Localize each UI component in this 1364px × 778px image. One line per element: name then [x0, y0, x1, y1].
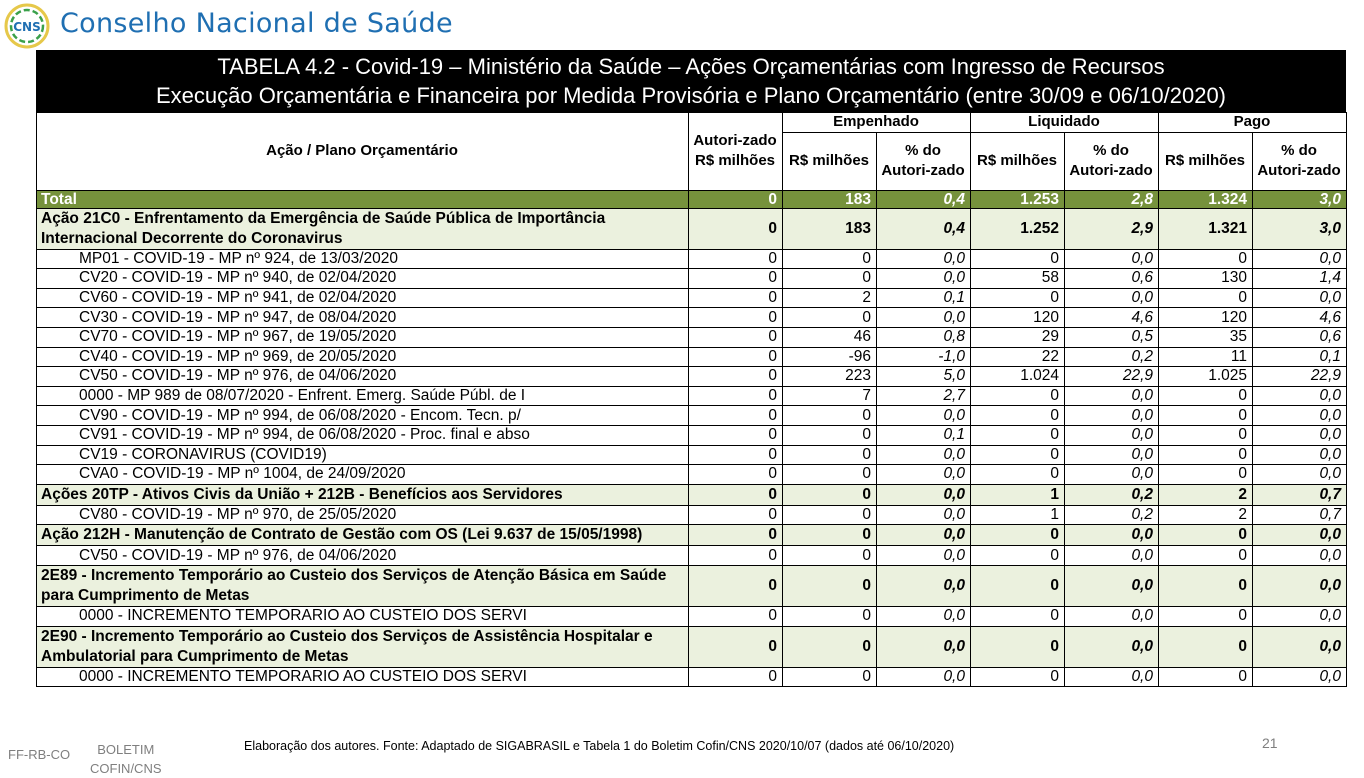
cell-empenhado-pct: 0,0: [877, 406, 971, 426]
cell-autorizado: 0: [689, 606, 783, 626]
cell-pago-pct: 0,0: [1253, 525, 1347, 546]
header-empenhado-pct: % do Autori-zado: [877, 132, 971, 190]
header-empenhado-rs: R$ milhões: [783, 132, 877, 190]
header-action: Ação / Plano Orçamentário: [37, 113, 689, 191]
footer-code: FF-RB-CO: [8, 747, 71, 762]
cell-pago-rs: 11: [1159, 347, 1253, 367]
cell-liquidado-rs: 0: [971, 406, 1065, 426]
cell-empenhado-pct: 0,0: [877, 565, 971, 606]
plan-row: [37, 269, 1347, 289]
row-label: MP01 - COVID-19 - MP nº 924, de 13/03/2020: [37, 249, 689, 269]
cell-liquidado-rs: 0: [971, 465, 1065, 485]
row-label: CV60 - COVID-19 - MP nº 941, de 02/04/2020: [37, 288, 689, 308]
cell-liquidado-pct: 0,0: [1065, 626, 1159, 667]
cell-autorizado: 0: [689, 406, 783, 426]
header-liquidado: Liquidado: [971, 113, 1159, 133]
cell-pago-pct: 0,0: [1253, 249, 1347, 269]
cell-liquidado-pct: 0,0: [1065, 546, 1159, 566]
cell-autorizado: 0: [689, 525, 783, 546]
cell-autorizado: 0: [689, 505, 783, 525]
action-group-row: [37, 208, 1347, 249]
cell-pago-pct: 0,0: [1253, 565, 1347, 606]
action-group-row: [37, 484, 1347, 505]
cell-empenhado-rs: 0: [783, 425, 877, 445]
cell-pago-rs: 0: [1159, 606, 1253, 626]
cell-liquidado-rs: 0: [971, 445, 1065, 465]
cell-autorizado: 0: [689, 367, 783, 387]
cell-autorizado: 0: [689, 484, 783, 505]
row-label: CV70 - COVID-19 - MP nº 967, de 19/05/2020: [37, 327, 689, 347]
cell-empenhado-rs: 0: [783, 465, 877, 485]
cell-pago-pct: 0,0: [1253, 546, 1347, 566]
total-empenhado-rs: 183: [783, 190, 877, 208]
svg-text:CNS: CNS: [13, 20, 41, 34]
row-label: 0000 - INCREMENTO TEMPORARIO AO CUSTEIO DOS SERVI: [37, 667, 689, 687]
action-group-row: [37, 565, 1347, 606]
cell-liquidado-rs: 0: [971, 626, 1065, 667]
cell-empenhado-pct: 0,1: [877, 425, 971, 445]
cell-empenhado-rs: 0: [783, 667, 877, 687]
total-row: [37, 190, 1347, 208]
cell-empenhado-pct: 0,0: [877, 667, 971, 687]
table-body: [37, 190, 1347, 687]
cell-pago-pct: 22,9: [1253, 367, 1347, 387]
cell-liquidado-pct: 2,9: [1065, 208, 1159, 249]
row-label: CV30 - COVID-19 - MP nº 947, de 08/04/2020: [37, 308, 689, 328]
plan-row: [37, 386, 1347, 406]
row-label: CV20 - COVID-19 - MP nº 940, de 02/04/2020: [37, 269, 689, 289]
cell-liquidado-pct: 0,0: [1065, 406, 1159, 426]
cell-pago-rs: 0: [1159, 525, 1253, 546]
cell-empenhado-rs: 0: [783, 565, 877, 606]
cell-pago-rs: 0: [1159, 386, 1253, 406]
header-pago-rs: R$ milhões: [1159, 132, 1253, 190]
cell-liquidado-pct: 0,0: [1065, 525, 1159, 546]
cell-liquidado-rs: 0: [971, 525, 1065, 546]
cell-autorizado: 0: [689, 269, 783, 289]
plan-row: [37, 308, 1347, 328]
cell-empenhado-rs: 2: [783, 288, 877, 308]
cell-autorizado: 0: [689, 565, 783, 606]
cell-empenhado-rs: 46: [783, 327, 877, 347]
cell-pago-pct: 1,4: [1253, 269, 1347, 289]
cell-pago-pct: 0,0: [1253, 425, 1347, 445]
cell-pago-pct: 0,7: [1253, 505, 1347, 525]
cell-pago-rs: 0: [1159, 445, 1253, 465]
cns-logo: [4, 3, 50, 49]
plan-row: [37, 367, 1347, 387]
cell-empenhado-pct: 0,0: [877, 505, 971, 525]
cell-autorizado: 0: [689, 445, 783, 465]
cell-pago-rs: 0: [1159, 626, 1253, 667]
cell-liquidado-rs: 1: [971, 484, 1065, 505]
row-label: Ação 212H - Manutenção de Contrato de Gestão com OS (Lei 9.637 de 15/05/1998): [37, 525, 689, 546]
cell-pago-rs: 2: [1159, 484, 1253, 505]
plan-row: [37, 465, 1347, 485]
cell-empenhado-rs: 0: [783, 249, 877, 269]
total-liquidado-pct: 2,8: [1065, 190, 1159, 208]
plan-row: [37, 606, 1347, 626]
row-label: 0000 - INCREMENTO TEMPORARIO AO CUSTEIO DOS SERVI: [37, 606, 689, 626]
cell-pago-rs: 130: [1159, 269, 1253, 289]
row-label: 2E89 - Incremento Temporário ao Custeio dos Serviços de Atenção Básica em Saúde para Cumprimento de Metas: [37, 565, 689, 606]
title-line-1: TABELA 4.2 - Covid-19 – Ministério da Saúde – Ações Orçamentárias com Ingresso de Recursos: [217, 54, 1165, 79]
cell-empenhado-pct: -1,0: [877, 347, 971, 367]
cell-liquidado-pct: 0,0: [1065, 386, 1159, 406]
cell-liquidado-pct: 0,2: [1065, 505, 1159, 525]
cell-autorizado: 0: [689, 465, 783, 485]
cell-liquidado-rs: 120: [971, 308, 1065, 328]
cell-pago-pct: 0,0: [1253, 406, 1347, 426]
row-label: CVA0 - COVID-19 - MP nº 1004, de 24/09/2020: [37, 465, 689, 485]
row-label: CV40 - COVID-19 - MP nº 969, de 20/05/2020: [37, 347, 689, 367]
plan-row: [37, 667, 1347, 687]
row-label: CV91 - COVID-19 - MP nº 994, de 06/08/2020 - Proc. final e abso: [37, 425, 689, 445]
cell-pago-rs: 2: [1159, 505, 1253, 525]
cell-pago-pct: 0,1: [1253, 347, 1347, 367]
cell-liquidado-rs: 0: [971, 249, 1065, 269]
cell-empenhado-pct: 0,4: [877, 208, 971, 249]
title-line-2: Execução Orçamentária e Financeira por Medida Provisória e Plano Orçamentário (entre 30/09 e 06/10/2020): [155, 83, 1227, 108]
total-empenhado-pct: 0,4: [877, 190, 971, 208]
cell-pago-pct: 0,0: [1253, 667, 1347, 687]
cell-empenhado-rs: 0: [783, 525, 877, 546]
cell-pago-rs: 0: [1159, 425, 1253, 445]
action-group-row: [37, 626, 1347, 667]
cell-pago-pct: 0,0: [1253, 626, 1347, 667]
cell-pago-pct: 0,0: [1253, 445, 1347, 465]
cell-empenhado-rs: 7: [783, 386, 877, 406]
cell-autorizado: 0: [689, 425, 783, 445]
cell-empenhado-pct: 0,0: [877, 626, 971, 667]
cell-pago-pct: 0,7: [1253, 484, 1347, 505]
cell-autorizado: 0: [689, 288, 783, 308]
header-pago: Pago: [1159, 113, 1347, 133]
cell-autorizado: 0: [689, 249, 783, 269]
plan-row: [37, 347, 1347, 367]
org-name: Conselho Nacional de Saúde: [60, 8, 453, 39]
cell-liquidado-rs: 1.024: [971, 367, 1065, 387]
cell-empenhado-rs: 0: [783, 445, 877, 465]
cell-liquidado-pct: 0,0: [1065, 565, 1159, 606]
cell-liquidado-rs: 58: [971, 269, 1065, 289]
footer-bulletin: [90, 740, 162, 778]
cell-pago-pct: 0,0: [1253, 386, 1347, 406]
cell-liquidado-rs: 0: [971, 546, 1065, 566]
cell-pago-pct: 0,6: [1253, 327, 1347, 347]
cell-pago-rs: 0: [1159, 465, 1253, 485]
plan-row: [37, 445, 1347, 465]
header-liquidado-rs: R$ milhões: [971, 132, 1065, 190]
cell-empenhado-pct: 0,0: [877, 546, 971, 566]
cell-liquidado-rs: 0: [971, 288, 1065, 308]
cell-liquidado-pct: 0,2: [1065, 484, 1159, 505]
total-pago-rs: 1.324: [1159, 190, 1253, 208]
cell-empenhado-pct: 0,1: [877, 288, 971, 308]
cell-pago-rs: 120: [1159, 308, 1253, 328]
cell-empenhado-rs: 0: [783, 269, 877, 289]
cell-liquidado-pct: 0,5: [1065, 327, 1159, 347]
cell-empenhado-pct: 0,0: [877, 249, 971, 269]
total-label: Total: [37, 190, 689, 208]
header-empenhado: Empenhado: [783, 113, 971, 133]
row-label: 0000 - MP 989 de 08/07/2020 - Enfrent. Emerg. Saúde Públ. de I: [37, 386, 689, 406]
cell-autorizado: 0: [689, 308, 783, 328]
row-label: Ação 21C0 - Enfrentamento da Emergência de Saúde Pública de Importância Internacional Decorrente do Coronavirus: [37, 208, 689, 249]
footer-source: Elaboração dos autores. Fonte: Adaptado de SIGABRASIL e Tabela 1 do Boletim Cofin/CNS 2020/10/07 (dados até 06/10/2020): [244, 739, 955, 753]
cell-liquidado-rs: 29: [971, 327, 1065, 347]
total-liquidado-rs: 1.253: [971, 190, 1065, 208]
cell-empenhado-pct: 0,0: [877, 269, 971, 289]
budget-table: [36, 112, 1347, 687]
total-autorizado: 0: [689, 190, 783, 208]
cell-empenhado-rs: 0: [783, 406, 877, 426]
cell-liquidado-pct: 0,0: [1065, 606, 1159, 626]
row-label: CV90 - COVID-19 - MP nº 994, de 06/08/2020 - Encom. Tecn. p/: [37, 406, 689, 426]
footer-bulletin-line2: COFIN/CNS: [90, 761, 162, 776]
cell-pago-rs: 0: [1159, 406, 1253, 426]
cell-empenhado-rs: 0: [783, 484, 877, 505]
cell-empenhado-rs: -96: [783, 347, 877, 367]
cell-empenhado-pct: 0,8: [877, 327, 971, 347]
plan-row: [37, 406, 1347, 426]
cell-pago-rs: 0: [1159, 565, 1253, 606]
cell-empenhado-pct: 0,0: [877, 606, 971, 626]
cell-empenhado-pct: 2,7: [877, 386, 971, 406]
cell-pago-pct: 4,6: [1253, 308, 1347, 328]
row-label: 2E90 - Incremento Temporário ao Custeio dos Serviços de Assistência Hospitalar e Ambulatorial para Cumprimento de Metas: [37, 626, 689, 667]
cell-liquidado-rs: 0: [971, 425, 1065, 445]
action-group-row: [37, 525, 1347, 546]
cell-empenhado-rs: 0: [783, 505, 877, 525]
header-autorizado: Autori-zado R$ milhões: [689, 113, 783, 191]
cell-empenhado-pct: 5,0: [877, 367, 971, 387]
cell-pago-rs: 0: [1159, 667, 1253, 687]
table-title: [36, 50, 1346, 112]
plan-row: [37, 505, 1347, 525]
cell-pago-rs: 1.321: [1159, 208, 1253, 249]
cell-liquidado-rs: 0: [971, 565, 1065, 606]
cell-empenhado-pct: 0,0: [877, 525, 971, 546]
header-liquidado-pct: % do Autori-zado: [1065, 132, 1159, 190]
cell-empenhado-rs: 223: [783, 367, 877, 387]
cell-liquidado-pct: 0,0: [1065, 288, 1159, 308]
cell-liquidado-pct: 0,0: [1065, 249, 1159, 269]
cell-empenhado-pct: 0,0: [877, 465, 971, 485]
plan-row: [37, 546, 1347, 566]
row-label: CV80 - COVID-19 - MP nº 970, de 25/05/2020: [37, 505, 689, 525]
cell-pago-pct: 3,0: [1253, 208, 1347, 249]
cell-empenhado-rs: 0: [783, 626, 877, 667]
cell-liquidado-pct: 0,0: [1065, 465, 1159, 485]
cell-empenhado-rs: 0: [783, 606, 877, 626]
row-label: Ações 20TP - Ativos Civis da União + 212B - Benefícios aos Servidores: [37, 484, 689, 505]
cell-liquidado-pct: 0,0: [1065, 425, 1159, 445]
page-number: 21: [1262, 735, 1278, 751]
cell-liquidado-rs: 0: [971, 606, 1065, 626]
cell-autorizado: 0: [689, 667, 783, 687]
cell-autorizado: 0: [689, 208, 783, 249]
row-label: CV19 - CORONAVIRUS (COVID19): [37, 445, 689, 465]
cell-liquidado-pct: 0,6: [1065, 269, 1159, 289]
cell-pago-rs: 0: [1159, 546, 1253, 566]
row-label: CV50 - COVID-19 - MP nº 976, de 04/06/2020: [37, 367, 689, 387]
cell-pago-pct: 0,0: [1253, 606, 1347, 626]
cell-pago-pct: 0,0: [1253, 465, 1347, 485]
cell-autorizado: 0: [689, 327, 783, 347]
cell-liquidado-pct: 0,2: [1065, 347, 1159, 367]
cell-liquidado-rs: 0: [971, 386, 1065, 406]
cell-liquidado-rs: 22: [971, 347, 1065, 367]
plan-row: [37, 288, 1347, 308]
cell-liquidado-rs: 1.252: [971, 208, 1065, 249]
header-pago-pct: % do Autori-zado: [1253, 132, 1347, 190]
cell-empenhado-rs: 183: [783, 208, 877, 249]
cell-liquidado-pct: 0,0: [1065, 667, 1159, 687]
cell-liquidado-rs: 0: [971, 667, 1065, 687]
cell-pago-rs: 1.025: [1159, 367, 1253, 387]
cell-empenhado-rs: 0: [783, 546, 877, 566]
cell-empenhado-rs: 0: [783, 308, 877, 328]
cell-pago-rs: 0: [1159, 249, 1253, 269]
cell-empenhado-pct: 0,0: [877, 308, 971, 328]
cell-liquidado-pct: 22,9: [1065, 367, 1159, 387]
plan-row: [37, 249, 1347, 269]
cell-empenhado-pct: 0,0: [877, 445, 971, 465]
cell-autorizado: 0: [689, 546, 783, 566]
cell-pago-pct: 0,0: [1253, 288, 1347, 308]
cell-liquidado-pct: 0,0: [1065, 445, 1159, 465]
cell-liquidado-rs: 1: [971, 505, 1065, 525]
cell-liquidado-pct: 4,6: [1065, 308, 1159, 328]
row-label: CV50 - COVID-19 - MP nº 976, de 04/06/2020: [37, 546, 689, 566]
cell-empenhado-pct: 0,0: [877, 484, 971, 505]
cell-autorizado: 0: [689, 386, 783, 406]
total-pago-pct: 3,0: [1253, 190, 1347, 208]
plan-row: [37, 327, 1347, 347]
cell-autorizado: 0: [689, 626, 783, 667]
cell-pago-rs: 0: [1159, 288, 1253, 308]
cell-pago-rs: 35: [1159, 327, 1253, 347]
footer-bulletin-line1: BOLETIM: [97, 742, 155, 757]
cell-autorizado: 0: [689, 347, 783, 367]
plan-row: [37, 425, 1347, 445]
